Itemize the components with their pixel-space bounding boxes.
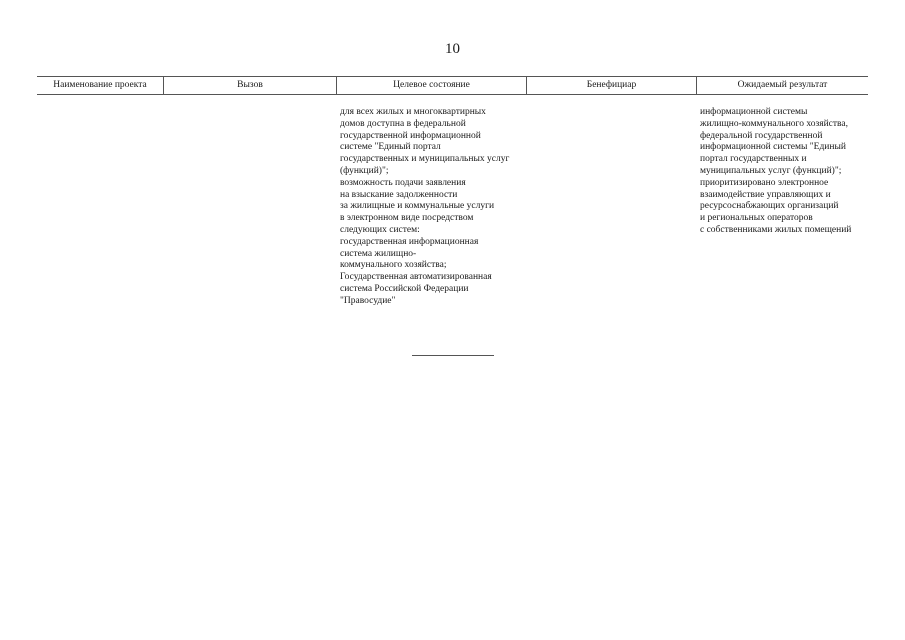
text-line: для всех жилых и многоквартирных [340,107,486,117]
text-line: система жилищно- [340,248,417,259]
text-line: жилищно-коммунального хозяйства, [700,118,849,129]
text-line: и региональных операторов [700,213,813,224]
header-target-state: Целевое состояние [336,77,526,94]
text-line: на взыскание задолженности [340,189,458,200]
text-line: Государственная автоматизированная [340,272,492,283]
text-line: портал государственных и [700,154,807,165]
text-line: взаимодействие управляющих и [700,189,831,200]
text-line: муниципальных услуг (функций)"; [700,165,842,176]
text-line: (функций)"; [340,165,389,176]
target-state-cell [340,107,509,308]
text-line: с собственниками жилых помещений [700,224,852,235]
text-line: федеральной государственной [700,130,823,141]
text-line: ресурсоснабжающих организаций [700,201,839,212]
text-line: информационной системы "Единый [700,142,846,153]
table-header [37,76,868,95]
text-line: государственная информационная [340,236,479,247]
text-line: домов доступна в федеральной [340,118,466,129]
text-line: государственной информационной [340,130,481,141]
header-expected-result: Ожидаемый результат [696,77,868,94]
end-separator-line [412,355,494,356]
header-challenge: Вызов [163,77,336,94]
text-line: "Правосудие" [340,295,396,306]
text-line: коммунального хозяйства; [340,260,447,271]
header-project-name: Наименование проекта [53,80,147,90]
text-line: система Российской Федерации [340,283,469,294]
text-line: государственных и муниципальных услуг [340,154,510,165]
text-line: следующих систем: [340,224,420,235]
text-line: за жилищные и коммунальные услуги [340,201,495,212]
text-line: приоритизировано электронное [700,177,829,188]
text-line: возможность подачи заявления [340,177,466,188]
page-number: 10 [445,41,460,57]
header-beneficiary: Бенефициар [526,77,696,94]
expected-result-cell [700,107,851,237]
text-line: информационной системы [700,107,808,117]
text-line: в электронном виде посредством [340,213,474,224]
text-line: системе "Единый портал [340,142,441,153]
